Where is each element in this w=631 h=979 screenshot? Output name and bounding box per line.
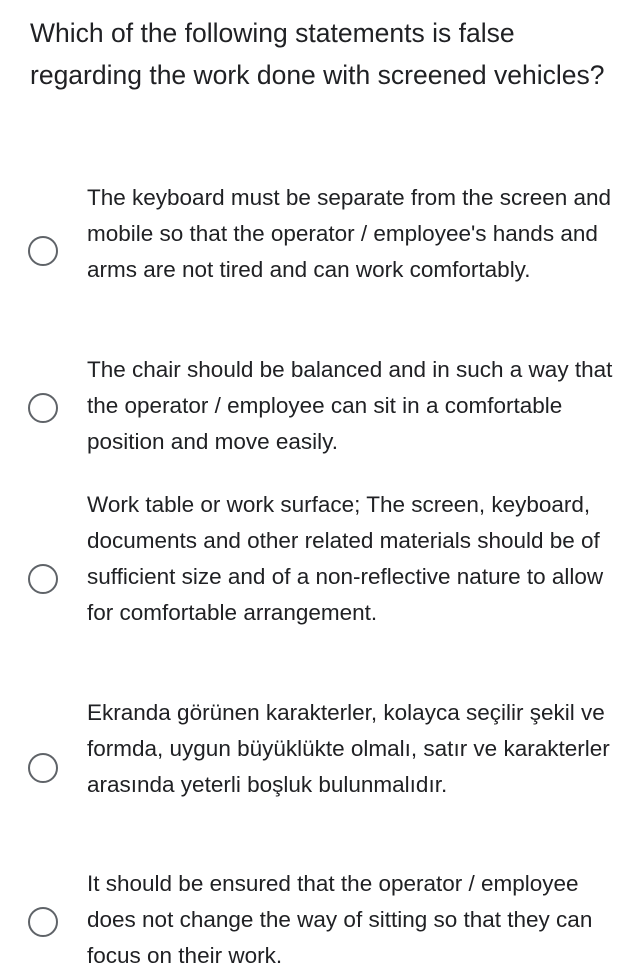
radio-button-option-3[interactable]	[28, 564, 58, 594]
radio-button-option-1[interactable]	[28, 236, 58, 266]
option-4[interactable]	[0, 695, 631, 839]
option-3-label: Work table or work surface; The screen, keyboard, documents and other related materials should be of sufficient size and of a non-reflective nature to allow for comfortable arrangement.	[87, 492, 604, 625]
option-3[interactable]	[0, 487, 631, 667]
option-1[interactable]	[0, 180, 631, 324]
radio-button-option-2[interactable]	[28, 393, 58, 423]
option-2-label: The chair should be balanced and in such a way that the operator / employee can sit in a comfortable position and move easily.	[87, 357, 613, 454]
option-4-label: Ekranda görünen karakterler, kolayca seçilir şekil ve formda, uygun büyüklükte olmalı, satır ve karakterler arasında yeterli boşluk bulunmalıdır.	[87, 700, 610, 797]
option-2[interactable]	[0, 352, 631, 460]
question-text: Which of the following statements is false regarding the work done with screened vehicles?	[30, 18, 605, 90]
radio-button-option-5[interactable]	[28, 907, 58, 937]
option-5-label: It should be ensured that the operator / employee does not change the way of sitting so that they can focus on their work.	[87, 871, 593, 968]
radio-button-option-4[interactable]	[28, 753, 58, 783]
option-1-label: The keyboard must be separate from the screen and mobile so that the operator / employee's hands and arms are not tired and can work comfortably.	[87, 185, 612, 282]
option-5[interactable]	[0, 866, 631, 974]
